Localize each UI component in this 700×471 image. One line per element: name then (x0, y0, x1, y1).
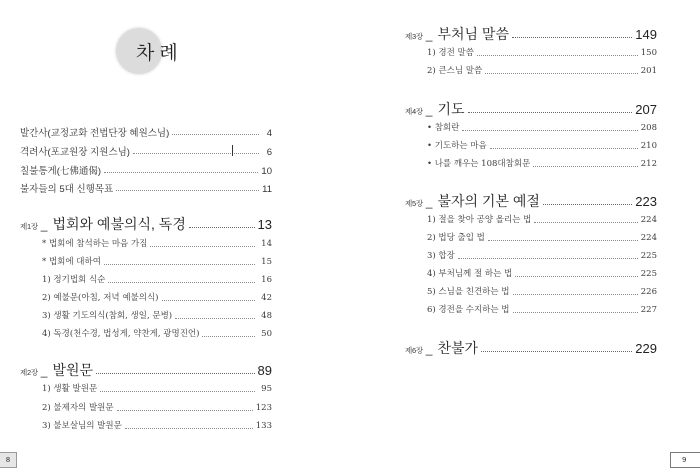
toc-entry-label: 불자들의 5대 신행목표 (20, 184, 114, 195)
leader-dots (481, 351, 632, 352)
leader-dots (125, 428, 253, 429)
toc-item[interactable] (427, 46, 657, 60)
toc-item-label: 5) 스님을 친견하는 법 (427, 287, 510, 297)
toc-item-label: 2) 불제자의 발원문 (42, 403, 114, 413)
toc-item-label: * 법회에 대하여 (42, 257, 101, 267)
leader-dots (202, 336, 255, 337)
toc-chapter-3[interactable] (405, 24, 657, 44)
toc-item-page: 226 (640, 287, 657, 297)
toc-item[interactable] (42, 237, 272, 251)
leader-dots (100, 391, 255, 392)
chapter-title: 불자의 기본 예절 (437, 193, 540, 209)
toc-item[interactable] (42, 419, 272, 433)
toc-item-page: 50 (261, 329, 272, 339)
leader-dots (189, 227, 255, 228)
leader-dots (515, 276, 638, 277)
leader-dots (175, 318, 255, 319)
toc-item[interactable] (42, 309, 272, 323)
chapter-page: 223 (635, 194, 657, 209)
toc-title (116, 28, 206, 76)
page-number-right: 9 (670, 452, 700, 468)
leader-dots (172, 134, 259, 135)
toc-item-page: 123 (255, 403, 272, 413)
toc-item-label: 2) 큰스님 말씀 (427, 66, 483, 76)
toc-item[interactable] (427, 64, 657, 78)
toc-entry-label: 격려사(포교원장 지원스님) (20, 147, 130, 158)
leader-dots (96, 373, 255, 374)
leader-dots (534, 222, 637, 223)
chapter-title: 법회와 예불의식, 독경 (52, 216, 186, 232)
leader-dots (477, 55, 638, 56)
leader-dots (108, 282, 255, 283)
leader-dots (512, 37, 632, 38)
chapter-prefix: 제4장 (405, 107, 423, 116)
toc-chapter-6[interactable] (405, 338, 657, 358)
toc-title-text: 차례 (136, 42, 183, 64)
toc-item[interactable] (427, 303, 657, 317)
chapter-separator: _ (40, 218, 48, 232)
toc-item-page: 208 (640, 123, 657, 133)
chapter-separator: _ (40, 364, 48, 378)
toc-entry-five-goals[interactable] (20, 181, 272, 195)
toc-chapter-2[interactable] (20, 360, 272, 380)
chapter-title: 기도 (437, 101, 465, 117)
toc-item-label: 4) 부처님께 절 하는 법 (427, 269, 513, 279)
toc-item[interactable] (427, 285, 657, 299)
chapter-page: 207 (635, 102, 657, 117)
chapter-page: 229 (635, 341, 657, 356)
toc-item-page: 224 (640, 215, 657, 225)
toc-item-label: 1) 절을 찾아 공양 올리는 법 (427, 215, 532, 225)
toc-item-page: 42 (261, 293, 272, 303)
chapter-title: 찬불가 (437, 340, 479, 356)
toc-item-page: 14 (261, 239, 272, 249)
toc-item-label: 1) 생활 발원문 (42, 384, 98, 394)
leader-dots (116, 190, 259, 191)
leader-dots (468, 112, 633, 113)
leader-dots (150, 246, 255, 247)
toc-chapter-4[interactable] (405, 99, 657, 119)
chapter-prefix: 제3장 (405, 32, 423, 41)
toc-entry-encouragement[interactable] (20, 144, 272, 158)
leader-dots (488, 240, 638, 241)
toc-entry-page: 10 (261, 166, 272, 177)
toc-item[interactable] (42, 401, 272, 415)
toc-item-label: • 참회란 (427, 123, 460, 133)
toc-item-label: 2) 예불문(아침, 저녁 예불의식) (42, 293, 159, 303)
toc-item-page: 48 (261, 311, 272, 321)
toc-item-page: 150 (640, 48, 657, 58)
leader-dots (513, 294, 638, 295)
leader-dots (458, 258, 638, 259)
leader-dots (533, 166, 638, 167)
leader-dots (162, 300, 256, 301)
leader-dots (543, 204, 632, 205)
chapter-prefix: 제2장 (20, 368, 38, 377)
toc-item[interactable] (427, 267, 657, 281)
toc-item[interactable] (427, 121, 657, 135)
toc-item-page: 227 (640, 305, 657, 315)
leader-dots (133, 153, 259, 154)
toc-item-label: • 나를 깨우는 108대참회문 (427, 159, 531, 169)
chapter-prefix: 제1장 (20, 222, 38, 231)
chapter-page: 13 (257, 217, 272, 232)
text-cursor (232, 145, 233, 156)
toc-item-label: 3) 합장 (427, 251, 455, 261)
page-number-left: 8 (0, 452, 17, 468)
leader-dots (485, 73, 638, 74)
toc-item-label: 4) 독경(천수경, 법성게, 약찬게, 광명진언) (42, 329, 200, 339)
toc-item-label: 3) 생활 기도의식(참회, 생일, 문병) (42, 311, 173, 321)
toc-item-page: 95 (261, 384, 272, 394)
toc-chapter-5[interactable] (405, 191, 657, 211)
chapter-page: 149 (635, 27, 657, 42)
toc-entry-chilbul-tongge[interactable] (20, 163, 272, 177)
toc-item[interactable] (42, 382, 272, 396)
chapter-page: 89 (257, 363, 272, 378)
toc-item-label: * 법회에 참석하는 마음 가짐 (42, 239, 148, 249)
leader-dots (462, 130, 637, 131)
chapter-separator: _ (425, 342, 433, 356)
leader-dots (104, 172, 258, 173)
toc-entry-page: 11 (262, 184, 272, 195)
toc-item[interactable] (42, 291, 272, 305)
chapter-separator: _ (425, 195, 433, 209)
toc-item[interactable] (427, 249, 657, 263)
toc-item-label: • 기도하는 마음 (427, 141, 487, 151)
toc-item-page: 15 (261, 257, 272, 267)
toc-item-page: 225 (640, 251, 657, 261)
toc-entry-preface[interactable] (20, 125, 272, 139)
leader-dots (513, 312, 638, 313)
chapter-separator: _ (425, 28, 433, 42)
toc-item-page: 212 (640, 159, 657, 169)
toc-item-label: 2) 법당 출입 법 (427, 233, 485, 243)
toc-item[interactable] (427, 157, 657, 171)
leader-dots (490, 148, 638, 149)
chapter-prefix: 제5장 (405, 199, 423, 208)
toc-item-page: 210 (640, 141, 657, 151)
toc-item[interactable] (42, 273, 272, 287)
toc-chapter-1[interactable] (20, 214, 272, 234)
toc-item-label: 6) 경전을 수지하는 법 (427, 305, 510, 315)
toc-item-page: 225 (640, 269, 657, 279)
chapter-separator: _ (425, 103, 433, 117)
toc-entry-label: 칠불통게(七佛通偈) (20, 166, 102, 177)
leader-dots (117, 410, 253, 411)
toc-item-label: 1) 경전 말씀 (427, 48, 474, 58)
chapter-title: 부처님 말씀 (437, 26, 509, 42)
toc-item-page: 133 (255, 421, 272, 431)
toc-entry-page: 6 (266, 147, 272, 158)
toc-item-page: 16 (261, 275, 272, 285)
leader-dots (104, 264, 255, 265)
toc-item[interactable] (42, 255, 272, 269)
toc-item-page: 224 (640, 233, 657, 243)
toc-item[interactable] (427, 213, 657, 227)
chapter-prefix: 제6장 (405, 346, 423, 355)
toc-entry-page: 4 (266, 128, 272, 139)
toc-entry-label: 발간사(교정교화 전법단장 혜원스님) (20, 128, 170, 139)
toc-item[interactable] (42, 327, 272, 341)
toc-item-page: 201 (640, 66, 657, 76)
toc-item[interactable] (427, 139, 657, 153)
toc-item-label: 3) 불보살님의 발원문 (42, 421, 122, 431)
toc-item[interactable] (427, 231, 657, 245)
toc-item-label: 1) 정기법회 식순 (42, 275, 106, 285)
chapter-title: 발원문 (52, 362, 94, 378)
